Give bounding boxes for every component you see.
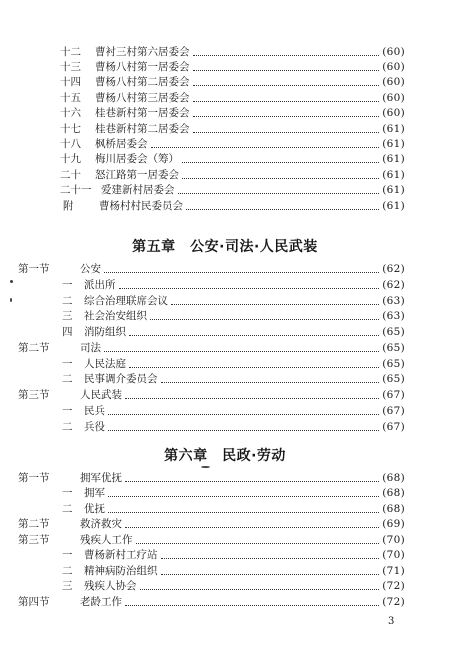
dot-leader [178,193,380,194]
toc-entry [18,388,405,403]
toc-entry-title: 人民法庭 [84,357,126,370]
toc-entry-title: 曹杨八村第三居委会 [95,91,190,104]
toc-entry [60,137,405,152]
dot-leader [193,55,380,56]
toc-entry-page: (63) [382,294,405,307]
toc-entry-title: 桂巷新村第二居委会 [95,122,190,135]
toc-entry [18,486,405,501]
toc-entry-title: 精神病防治组织 [84,564,158,577]
toc-entry [60,60,405,75]
toc-entry-label: 附 [63,199,74,212]
toc-entry-title: 残疾人协会 [84,580,137,592]
toc-entry [60,152,405,167]
chapter-5-heading: 第五章 公安·司法·人民武装 [132,239,318,255]
toc-entry [18,533,405,548]
toc-entry-label: 第二节 [18,518,50,530]
toc-entry-title: 曹杨八村第二居委会 [95,76,190,89]
toc-entry-label: 第三节 [18,389,50,401]
toc-entry-page: (62) [382,263,405,275]
toc-entry [60,45,405,60]
toc-entry-page: (61) [382,199,405,212]
toc-entry-label: 一 [62,404,73,417]
toc-entry-label: 十四 [60,76,81,89]
toc-entry-title: 拥军 [84,487,105,499]
dot-leader [108,430,379,431]
toc-entry-title: 拥军优抚 [80,471,122,484]
dot-leader [129,367,379,368]
dot-leader [161,382,380,383]
dot-leader [136,543,380,544]
toc-entry-page: (61) [382,122,405,135]
dot-leader [151,147,380,148]
toc-entry [60,91,405,106]
toc-entry [60,183,405,198]
toc-entry-label: 十八 [60,137,81,150]
toc-entry-page: (71) [382,564,405,577]
toc-entry-page: (60) [382,107,405,120]
scan-speck [10,298,12,302]
toc-entry-title: 枫桥居委会 [95,137,148,150]
toc-entry-label: 第四节 [18,595,50,608]
scan-speck [10,280,13,283]
toc-entry-page: (67) [382,420,405,433]
dot-leader [193,85,380,86]
toc-entry-title: 桂巷新村第一居委会 [95,107,190,120]
toc-entry-label: 二十一 [60,184,92,197]
toc-entry-title: 民事调介委员会 [84,373,158,386]
toc-entry-label: 第一节 [18,471,50,484]
toc-entry-label: 十六 [60,107,81,120]
toc-entry-label: 二 [62,502,73,515]
toc-entry [60,122,405,137]
toc-entry-page: (65) [382,357,405,370]
toc-entry [18,471,405,486]
toc-entry-label: 三 [62,310,73,323]
toc-entry-title: 爱建新村居委会 [101,184,175,197]
toc-entry [18,278,405,293]
dot-leader [108,496,379,497]
toc-entry-page: (65) [382,373,405,386]
toc-entry-title: 兵役 [84,420,105,433]
dot-leader [108,512,379,513]
dot-leader [104,272,379,273]
toc-entry-label: 二 [62,294,73,307]
toc-entry-page: (61) [382,168,405,181]
toc-entry-page: (62) [382,278,405,291]
dot-leader [125,398,379,399]
toc-entry-page: (67) [382,389,405,401]
toc-entry-page: (60) [382,76,405,89]
toc-entry-label: 十七 [60,122,81,135]
toc-entry [18,372,405,387]
toc-entry-label: 二 [62,564,73,577]
toc-entry-title: 曹杨村村民委员会 [99,199,183,212]
toc-entry-label: 第二节 [18,341,50,354]
page-number: 3 [388,616,395,627]
toc-entry-title: 公安 [80,263,101,275]
dot-leader [104,351,379,352]
toc-entry-label: 第三节 [18,533,50,546]
toc-entry-label: 四 [62,326,73,338]
dot-leader [150,319,379,320]
dot-leader [125,605,379,606]
toc-entry-label: 十五 [60,91,81,104]
toc-entry [18,579,405,594]
dot-leader [193,132,380,133]
dot-leader [193,101,380,102]
dot-leader [182,162,379,163]
toc-entry-label: 十三 [60,60,81,73]
toc-entry-page: (65) [382,341,405,354]
dot-leader [119,288,380,289]
toc-entry-label: 二十 [60,168,81,181]
toc-entry [18,517,405,532]
toc-entry-title: 怒江路第一居委会 [95,168,179,181]
toc-entry [18,262,405,277]
dot-leader [161,558,380,559]
dot-leader [161,574,380,575]
dot-leader [129,335,379,336]
toc-entry-title: 消防组织 [84,326,126,338]
dot-leader [182,178,379,179]
dot-leader [125,527,379,528]
toc-entry-label: 一 [62,549,73,561]
toc-entry-page: (70) [382,549,405,561]
toc-entry [18,548,405,563]
toc-entry-page: (60) [382,91,405,104]
toc-entry-page: (70) [382,533,405,546]
dot-leader [125,481,379,482]
toc-entry [18,595,405,610]
toc-entry [60,106,405,121]
toc-entry-title: 派出所 [84,278,116,291]
toc-entry-title: 曹衬三村第六居委会 [95,45,190,58]
toc-entry-title: 曹杨新村工疗站 [84,549,158,561]
toc-entry [18,341,405,356]
toc-entry-title: 人民武装 [80,389,122,401]
toc-entry [18,357,405,372]
toc-entry-page: (65) [382,326,405,338]
toc-entry-page: (69) [382,518,405,530]
toc-entry-label: 二 [62,373,73,386]
toc-entry-page: (67) [382,404,405,417]
toc-entry-label: 二 [62,420,73,433]
toc-entry [18,294,405,309]
toc-entry-page: (61) [382,184,405,197]
toc-entry-title: 老龄工作 [80,595,122,608]
scan-speck [201,466,210,468]
toc-entry-page: (68) [382,502,405,515]
toc-entry-label: 三 [62,580,73,592]
toc-entry [60,75,405,90]
toc-entry-page: (60) [382,45,405,58]
toc-entry-label: 一 [62,487,73,499]
toc-entry [60,199,405,214]
toc-entry [60,168,405,183]
dot-leader [193,70,380,71]
dot-leader [171,304,379,305]
toc-entry-title: 综合治理联席会议 [84,294,168,307]
toc-entry-title: 社会治安组织 [84,310,147,323]
toc-entry [18,404,405,419]
toc-entry-page: (68) [382,487,405,499]
toc-entry-label: 十二 [60,45,81,58]
toc-entry [18,564,405,579]
toc-entry-page: (61) [382,137,405,150]
toc-entry-page: (72) [382,580,405,592]
toc-entry [18,309,405,324]
toc-entry-label: 十九 [60,153,81,166]
dot-leader [140,589,380,590]
toc-entry [18,325,405,340]
toc-entry-title: 梅川居委会（筹） [95,153,179,166]
dot-leader [193,116,380,117]
toc-entry-label: 一 [62,357,73,370]
toc-entry-page: (63) [382,310,405,323]
toc-entry-title: 曹杨八村第一居委会 [95,60,190,73]
toc-entry-title: 司法 [80,341,101,354]
toc-entry-page: (61) [382,153,405,166]
chapter-6-heading: 第六章 民政·劳动 [164,448,286,464]
toc-entry-page: (72) [382,595,405,608]
toc-entry-label: 一 [62,278,73,291]
toc-entry [18,502,405,517]
toc-entry [18,420,405,435]
toc-entry-title: 残疾人工作 [80,533,133,546]
dot-leader [186,209,379,210]
toc-entry-page: (60) [382,60,405,73]
dot-leader [108,414,379,415]
toc-entry-page: (68) [382,471,405,484]
toc-entry-title: 优抚 [84,502,105,515]
toc-entry-title: 救济救灾 [80,518,122,530]
toc-entry-label: 第一节 [18,263,50,275]
toc-entry-title: 民兵 [84,404,105,417]
